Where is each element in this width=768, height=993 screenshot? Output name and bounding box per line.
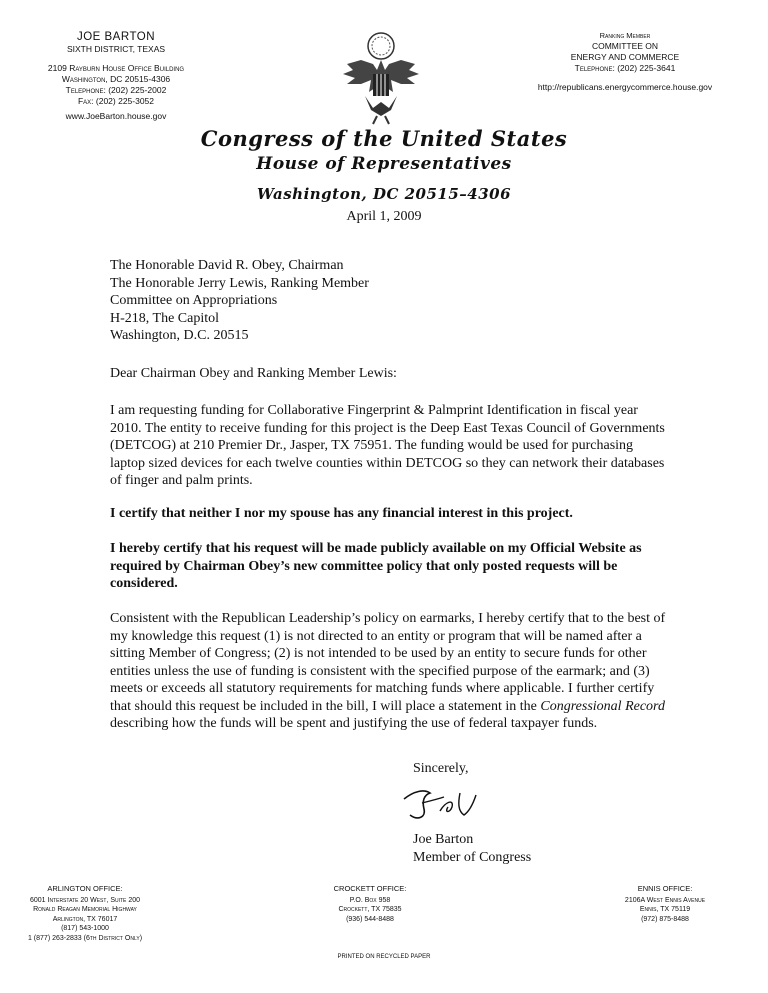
office-title: CROCKETT OFFICE: <box>333 884 407 893</box>
office-crockett <box>300 884 440 924</box>
office-line: (817) 543-1000 <box>61 925 109 932</box>
office-line: 2106A West Ennis Avenue <box>624 896 706 904</box>
address-line: Committee on Appropriations <box>110 293 278 308</box>
office-line: (936) 544-8488 <box>346 915 394 923</box>
committee-telephone: Telephone: (202) 225-3641 <box>574 63 676 73</box>
address-line: H-218, The Capitol <box>110 310 220 326</box>
office-title: ARLINGTON OFFICE: <box>47 884 123 893</box>
letterhead-washington: Washington, DC 20515–4306 <box>256 185 512 203</box>
address-line: The Honorable Jerry Lewis, Ranking Member <box>110 275 369 291</box>
congressional-seal-icon <box>333 30 429 126</box>
recipient-address <box>110 257 369 345</box>
office-arlington <box>0 884 170 943</box>
committee-website: http://republicans.energycommerce.house.gov <box>537 82 713 92</box>
address-line: Washington, D.C. 20515 <box>110 328 249 343</box>
sender-address-line: 2109 Rayburn House Office Building <box>47 63 185 73</box>
committee-name-line: COMMITTEE ON <box>591 41 659 51</box>
office-line: P.O. Box 958 <box>349 896 391 904</box>
committee-role: Ranking Member <box>599 31 651 40</box>
certification-financial: I certify that neither I nor my spouse has any financial interest in this project. <box>110 506 573 521</box>
sender-address-line: Washington, DC 20515-4306 <box>61 74 171 84</box>
office-line: 6001 Interstate 20 West, Suite 200 <box>29 896 141 904</box>
sender-district: SIXTH DISTRICT, TEXAS <box>66 44 166 54</box>
office-line: Ronald Reagan Memorial Highway <box>33 906 137 913</box>
body-paragraph: I am requesting funding for Collaborative Fingerprint & Palmprint Identification in fiscal year 2010. The entity to receive funding for this project is the Deep East Texas Council of Governments (DETCOG) at 210 Premier Dr., Jasper, TX 75951. The funding would be used for purchasing laptop sized devices for each twelve counties within DETCOG so they can network their databases of finger and palm prints. <box>110 403 665 488</box>
salutation: Dear Chairman Obey and Ranking Member Lewis: <box>110 366 397 381</box>
office-line: Crockett, TX 75835 <box>338 906 402 913</box>
committee-name-line: ENERGY AND COMMERCE <box>570 52 680 62</box>
signer-name: Joe Barton <box>413 832 474 847</box>
office-line: Ennis, TX 75119 <box>639 906 691 913</box>
office-line: (972) 875-8488 <box>641 915 689 923</box>
closing: Sincerely, <box>413 761 469 776</box>
office-line: Arlington, TX 76017 <box>52 915 118 923</box>
sender-telephone: Telephone: (202) 225-2002 <box>65 85 167 95</box>
signer-title: Member of Congress <box>413 849 532 865</box>
sender-fax: Fax: (202) 225-3052 <box>77 96 155 106</box>
publication-title: Congressional Record <box>540 698 665 714</box>
signer-block <box>413 831 531 866</box>
address-line: The Honorable David R. Obey, Chairman <box>110 258 344 273</box>
certification-earmarks <box>110 610 670 733</box>
handwritten-signature <box>400 785 490 825</box>
sender-info <box>0 30 232 122</box>
paragraph-text: Consistent with the Republican Leadership’s policy on earmarks, I hereby certify that to the best of my knowledge this request (1) is not directed to an entity or program that will be named after a sitting Member of Congress; (2) is not intended to be used by an entity to secure funds for other entities unless the use of funding is consistent with the specified purpose of the earmark; and (3) meets or exceeds all statutory requirements for matching funds where applicable. I further certify that should this request be included in the bill, I will place a statement in the <box>110 611 666 714</box>
sender-website: www.JoeBarton.house.gov <box>65 111 167 121</box>
office-ennis <box>590 884 740 924</box>
letterhead-congress: Congress of the United States <box>200 126 568 151</box>
committee-info <box>520 30 730 93</box>
letter-date: April 1, 2009 <box>346 209 422 224</box>
certification-public: I hereby certify that his request will be made publicly available on my Official Website as required by Chairman Obey’s new committee policy that only posted requests will be considered. <box>110 541 642 591</box>
paragraph-text: describing how the funds will be spent and justifying the use of federal taxpayer funds. <box>110 716 598 731</box>
office-title: ENNIS OFFICE: <box>637 884 693 893</box>
recycled-paper-note: PRINTED ON RECYCLED PAPER <box>337 954 431 960</box>
sender-name: JOE BARTON <box>76 31 156 43</box>
office-line: 1 (877) 263-2833 (6th District Only) <box>27 934 143 942</box>
letterhead-house: House of Representatives <box>256 154 512 174</box>
